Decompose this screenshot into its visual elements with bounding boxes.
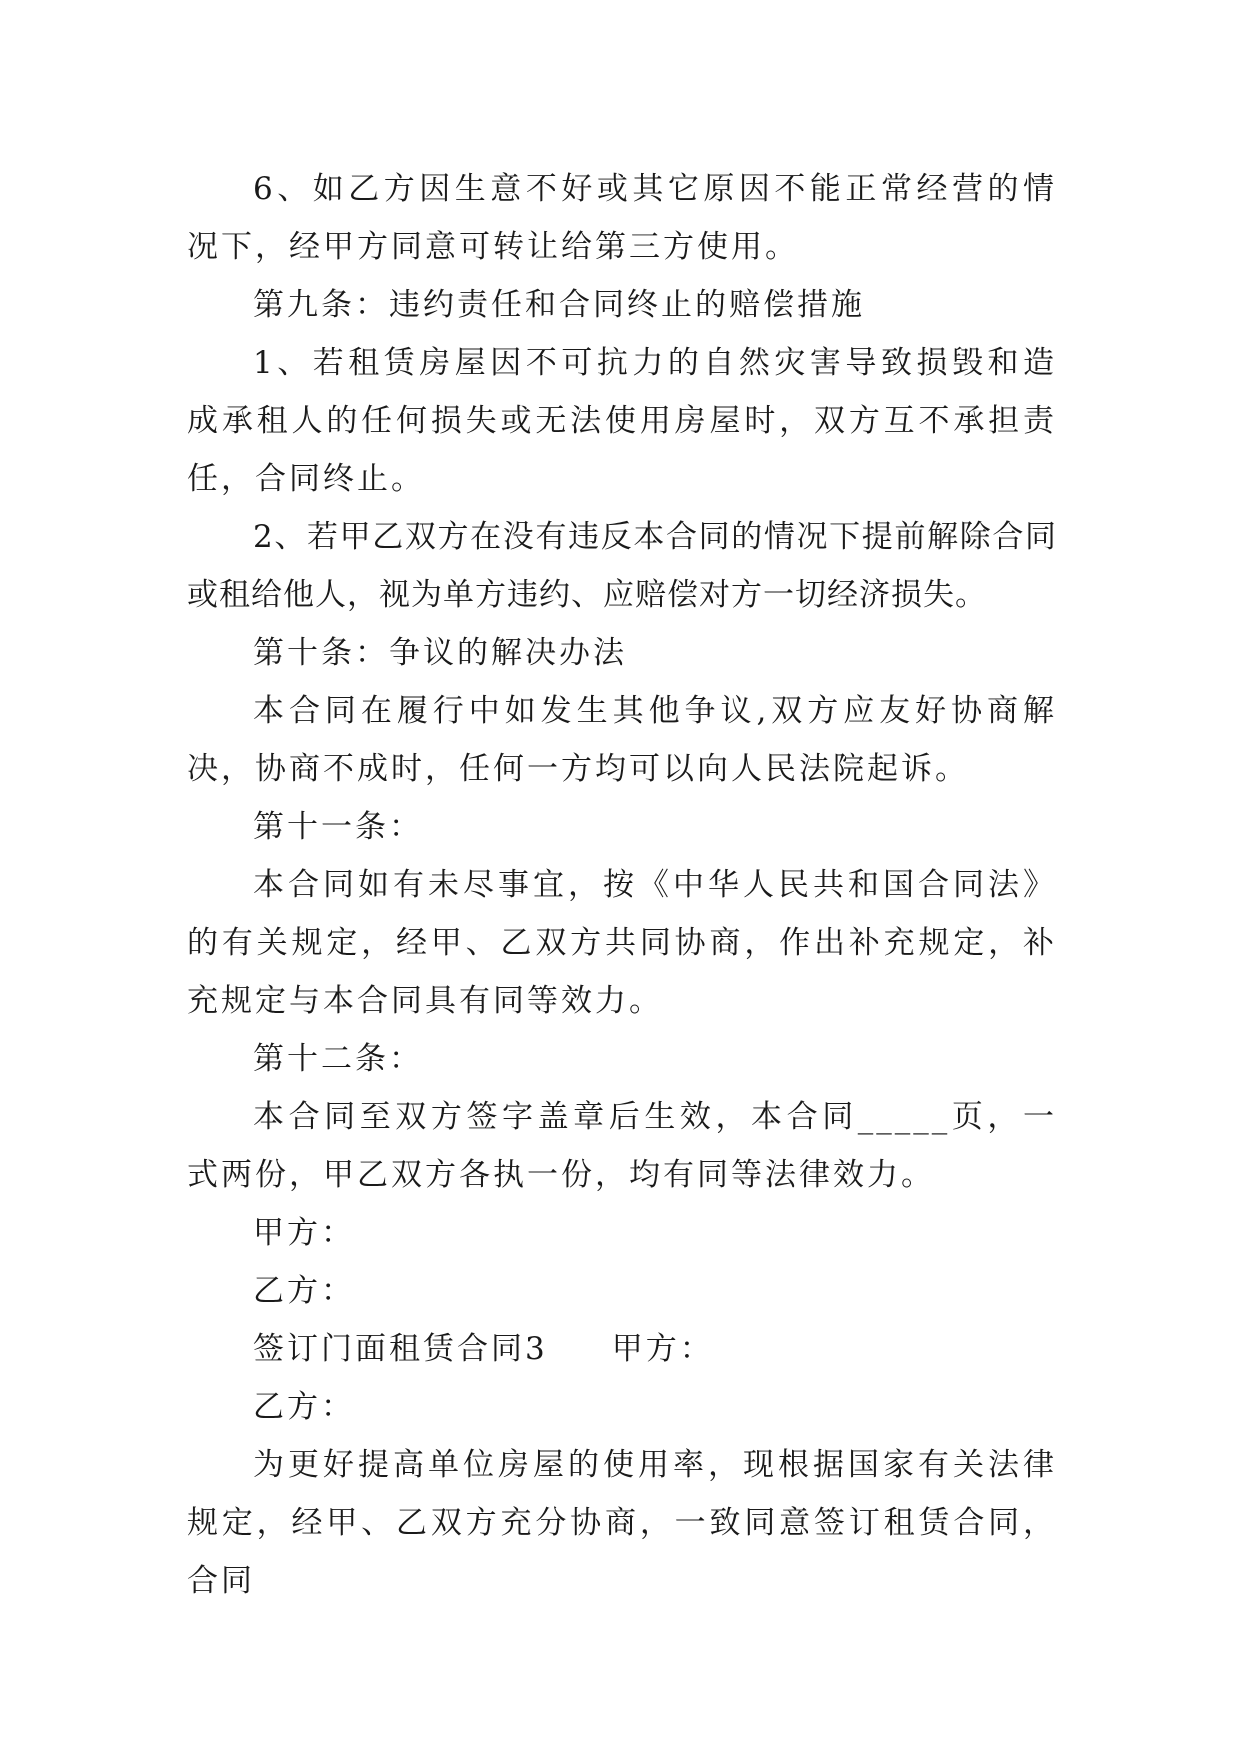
clause-9-item-2: 2、若甲乙双方在没有违反本合同的情况下提前解除合同或租给他人，视为单方违约、应赔偿对方一切经济损失。 <box>187 519 1057 613</box>
clause-9-item-1: 1、若租赁房屋因不可抗力的自然灾害导致损毁和造成承租人的任何损失或无法使用房屋时，双方互不承担责任，合同终止。 <box>187 345 1057 497</box>
contract-3-party-a: 甲方： <box>611 1331 714 1367</box>
contract-3-party-b: 乙方： <box>253 1389 355 1425</box>
article-10-text: 本合同在履行中如发生其他争议,双方应友好协商解决，协商不成时，任何一方均可以向人民法院起诉。 <box>187 693 1057 787</box>
party-a-signature-line: 甲方： <box>253 1215 355 1251</box>
party-b-signature-line: 乙方： <box>253 1273 355 1309</box>
article-11-text: 本合同如有未尽事宜，按《中华人民共和国合同法》的有关规定，经甲、乙双方共同协商，作出补充规定，补充规定与本合同具有同等效力。 <box>187 867 1057 1019</box>
article-9-heading: 第九条：违约责任和合同终止的赔偿措施 <box>253 287 865 323</box>
article-10-heading: 第十条：争议的解决办法 <box>253 635 627 671</box>
document-body <box>187 160 1057 1610</box>
clause-8-item-6: 6、如乙方因生意不好或其它原因不能正常经营的情况下，经甲方同意可转让给第三方使用。 <box>187 171 1057 265</box>
contract-3-title-line <box>187 1320 1057 1378</box>
article-12-heading: 第十二条： <box>253 1041 423 1077</box>
contract-3-title: 签订门面租赁合同3 <box>253 1331 548 1367</box>
article-12-text: 本合同至双方签字盖章后生效，本合同_____页，一式两份，甲乙双方各执一份，均有同等法律效力。 <box>187 1099 1057 1193</box>
article-11-heading: 第十一条： <box>253 809 423 845</box>
contract-3-preamble: 为更好提高单位房屋的使用率，现根据国家有关法律规定，经甲、乙双方充分协商，一致同意签订租赁合同，合同 <box>187 1447 1057 1599</box>
